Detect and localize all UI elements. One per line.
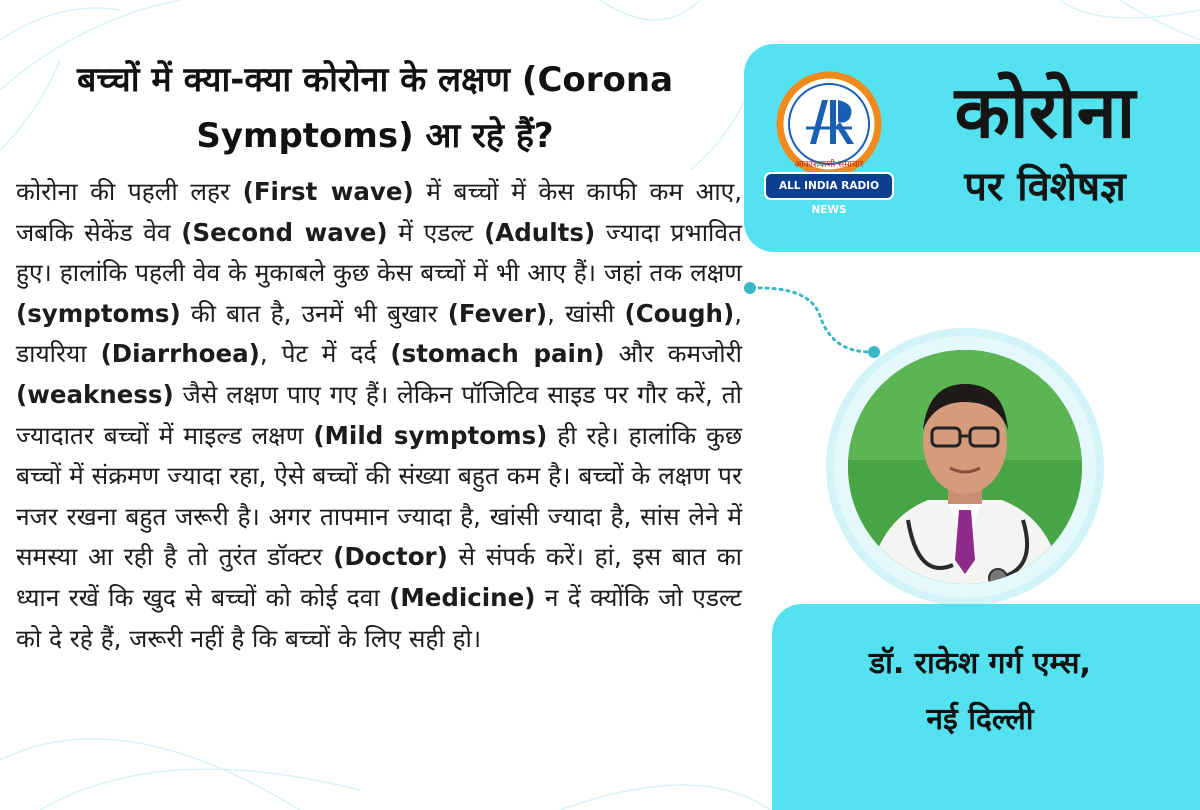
body-segment: कोरोना की पहली लहर	[16, 177, 243, 206]
article-body	[16, 172, 742, 659]
logo-band-text: ALL INDIA RADIO NEWS	[766, 174, 892, 198]
body-segment: में एडल्ट	[387, 217, 485, 247]
body-segment: और कमजोरी	[604, 339, 742, 369]
logo-hindi-text: आकाशवाणी समाचार	[794, 160, 864, 170]
body-term: (weakness)	[16, 379, 174, 409]
panel-title-line-2: पर विशेषज्ञ	[964, 164, 1126, 210]
headline-line-1: बच्चों में क्या-क्या कोरोना के लक्षण (Corona	[76, 60, 674, 100]
panel-title-line-1: कोरोना	[954, 70, 1136, 154]
body-segment: , पेट में दर्द	[259, 339, 391, 369]
body-segment: से संपर्क करें। हां, इस बात का ध्यान रखें कि खुद से बच्चों को कोई दवा	[16, 542, 742, 612]
doctor-caption	[800, 636, 1160, 748]
body-term: (Diarrhoea)	[100, 339, 260, 369]
body-segment: ज्यादा प्रभावित हुए। हालांकि पहली वेव के मुकाबले कुछ केस बच्चों में भी आए हैं। जहां तक लक्षण	[16, 217, 742, 288]
body-term: (Cough)	[624, 298, 735, 328]
doctor-portrait-icon	[848, 350, 1082, 584]
panel-title	[900, 66, 1190, 216]
body-term: (Adults)	[484, 217, 596, 247]
headline	[10, 52, 740, 164]
body-segment: न दें क्योंकि जो एडल्ट को दे रहे हैं, जरूरी नहीं है कि बच्चों के लिए सही हो।	[16, 582, 742, 653]
body-segment: , डायरिया	[16, 298, 742, 369]
caption-line-1: डॉ. राकेश गर्ग एम्स,	[869, 646, 1091, 681]
body-term: (Fever)	[447, 298, 548, 328]
body-term: (Doctor)	[333, 542, 448, 572]
headline-line-2: Symptoms) आ रहे हैं?	[196, 116, 554, 156]
body-term: (symptoms)	[16, 298, 181, 328]
air-news-logo	[766, 70, 892, 216]
body-segment: , खांसी	[547, 298, 625, 328]
body-term: (Second wave)	[181, 217, 388, 247]
body-segment: की बात है, उनमें भी बुखार	[180, 298, 448, 328]
body-segment: में बच्चों में केस काफी कम आए, जबकि सेकेंड वेव	[16, 177, 742, 247]
body-segment: ही रहे। हालांकि कुछ बच्चों में संक्रमण ज्यादा रहा, ऐसे बच्चों की संख्या बहुत कम है। बच्चों के लक्षण पर नजर रखना बहुत जरूरी है। अगर तापमान ज्यादा है, खांसी ज्यादा है, सांस लेने में समस्या आ रही है तो तुरंत डॉक्टर	[16, 420, 742, 572]
body-term: (Mild symptoms)	[313, 420, 548, 450]
body-segment: जैसे लक्षण पाए गए हैं। लेकिन पॉजिटिव साइड पर गौर करें, तो ज्यादातर बच्चों में माइल्ड लक्षण	[16, 379, 742, 450]
doctor-photo	[848, 350, 1082, 584]
body-term: (First wave)	[242, 177, 414, 206]
body-term: (Medicine)	[389, 582, 536, 612]
caption-line-2: नई दिल्ली	[926, 702, 1034, 737]
body-term: (stomach pain)	[390, 339, 605, 369]
